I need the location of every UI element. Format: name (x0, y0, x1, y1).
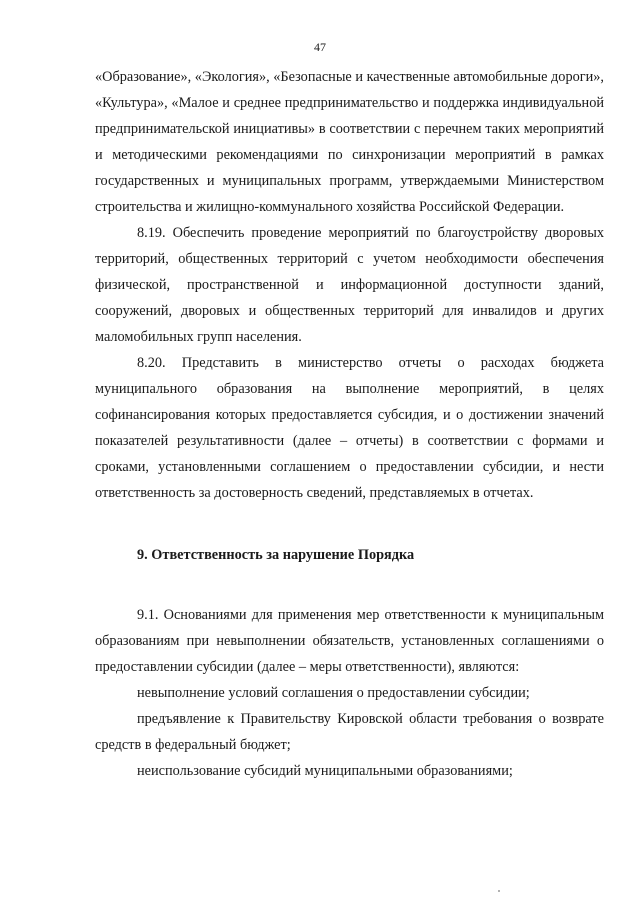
section-heading: 9. Ответственность за нарушение Порядка (137, 547, 415, 563)
paragraph-8-20: 8.20. Представить в министерство отчеты о расходах бюджета муниципального образования на выполнение мероприятий, в целях софинансирования которых предоставляется субсидия, и о достижении значений показателей результативности (далее – отчеты) в соответствии с формами и сроками, установленными соглашением о предоставлении субсидии, и нести ответственность за достоверность сведений, представляемых в отчетах. (95, 355, 604, 501)
paragraph-9-1: 9.1. Основаниями для применения мер ответственности к муниципальным образованиям при невыполнении обязательств, установленных соглашениями о предоставлении субсидии (далее – меры ответственности), являются: (95, 607, 604, 675)
paragraph-continuation: «Образование», «Экология», «Безопасные и качественные автомобильные дороги», «Культура», «Малое и среднее предпринимательство и поддержка индивидуальной предпринимательской инициативы» в соответствии с перечнем таких мероприятий и методическими рекомендациями по синхронизации мероприятий в рамках государственных и муниципальных программ, утверждаемыми Министерством строительства и жилищно-коммунального хозяйства Российской Федерации. (95, 69, 604, 215)
scan-artifact-dot (498, 890, 500, 892)
spacer (95, 568, 604, 602)
list-item-refund-claim: предъявление к Правительству Кировской области требования о возврате средств в федеральный бюджет; (95, 711, 604, 753)
spacer (95, 506, 604, 542)
list-item-unused-subsidy: неиспользование субсидий муниципальными образованиями; (137, 763, 513, 779)
list-item-condition-violation: невыполнение условий соглашения о предоставлении субсидии; (137, 685, 530, 701)
page-number: 47 (314, 40, 326, 54)
paragraph-8-19: 8.19. Обеспечить проведение мероприятий по благоустройству дворовых территорий, общественных территорий с учетом необходимости обеспечения физической, пространственной и информационной доступности зданий, сооружений, дворовых и общественных территорий для инвалидов и других маломобильных групп населения. (95, 225, 604, 345)
document-body (95, 64, 604, 784)
